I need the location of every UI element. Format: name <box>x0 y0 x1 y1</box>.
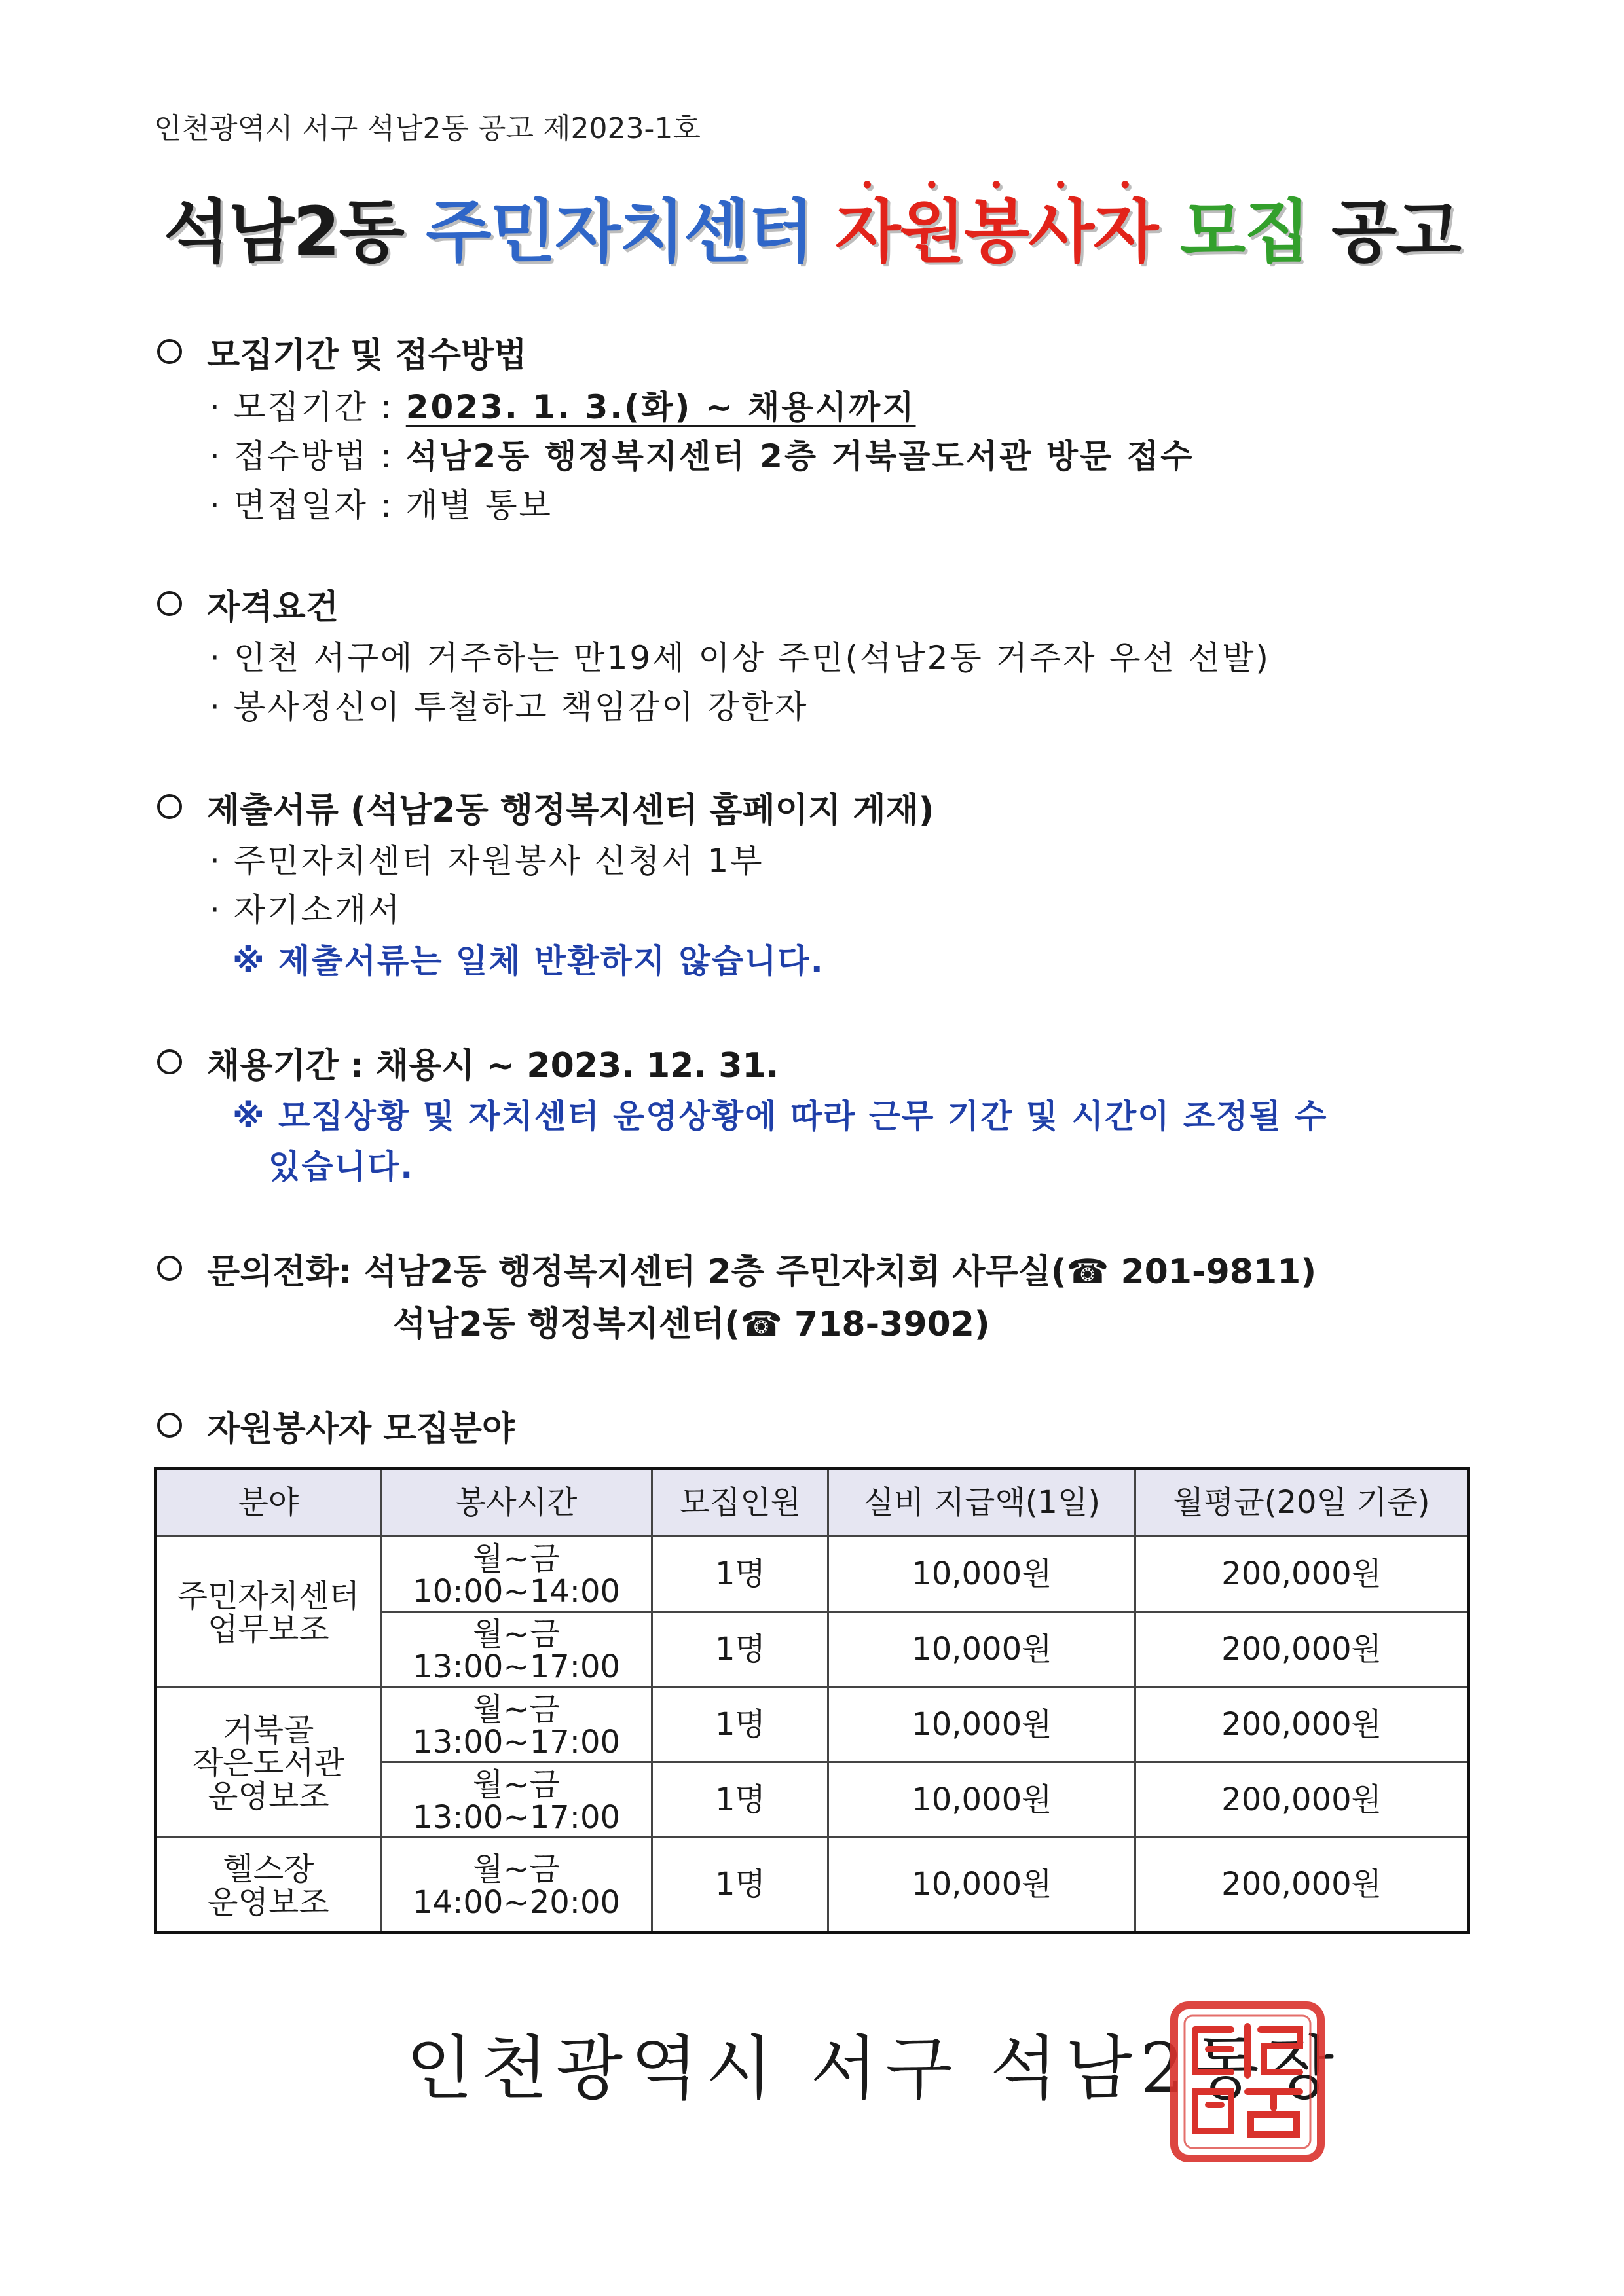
dot-bullet-icon: · <box>210 891 222 929</box>
count-cell: 1명 <box>652 1838 828 1933</box>
section-heading-text: 자격요건 <box>207 588 339 627</box>
qualification-item <box>210 632 1270 679</box>
seal-stamp-icon <box>1169 2000 1326 2164</box>
interview-value: 개별 통보 <box>405 486 553 524</box>
table-header-cell: 모집인원 <box>652 1468 828 1537</box>
contact-center-text: 석남2동 행정복지센터( <box>393 1305 741 1344</box>
title-part5: 공고 <box>1331 192 1460 272</box>
title-part4: 모집 <box>1179 192 1309 272</box>
phone-icon: ☎ <box>1066 1252 1109 1292</box>
field-cell <box>156 1687 381 1838</box>
dot-bullet-icon: · <box>210 688 222 726</box>
monthly-pay-cell: 200,000원 <box>1135 1612 1469 1687</box>
section-heading-text: 채용기간 : 채용시 ~ 2023. 12. 31. <box>207 1046 779 1085</box>
count-cell: 1명 <box>652 1687 828 1762</box>
table-header-cell: 실비 지급액(1일) <box>828 1468 1135 1537</box>
section-heading-text: 모집기간 및 접수방법 <box>207 336 527 375</box>
dot-bullet-icon: · <box>210 437 222 475</box>
section-heading-text: 제출서류 (석남2동 행정복지센터 홈페이지 게재) <box>207 791 934 830</box>
circle-bullet-icon <box>157 794 182 819</box>
circle-bullet-icon <box>157 591 182 616</box>
schedule-cell <box>380 1838 652 1933</box>
daily-pay-cell: 10,000원 <box>828 1537 1135 1612</box>
table-header-cell: 분야 <box>156 1468 381 1537</box>
dot-bullet-icon: · <box>210 639 222 677</box>
qualification-text: 인천 서구에 거주하는 만19세 이상 주민(석남2동 거주자 우선 선발) <box>233 639 1271 677</box>
schedule-cell <box>380 1612 652 1687</box>
phone-icon: ☎ <box>740 1305 783 1344</box>
official-seal <box>1169 2000 1326 2164</box>
title-part1: 석남2동 <box>164 192 403 272</box>
daily-pay-cell: 10,000원 <box>828 1762 1135 1838</box>
contact-phone2: 718-3902) <box>794 1305 990 1344</box>
contact-office-text: 석남2동 행정복지센터 2층 주민자치회 사무실( <box>363 1252 1067 1292</box>
count-cell: 1명 <box>652 1537 828 1612</box>
field-name-line: 운영보조 <box>208 1884 329 1921</box>
field-name-line: 거북골 <box>223 1711 314 1749</box>
schedule-cell <box>380 1537 652 1612</box>
employment-note-line1: ※ 모집상황 및 자치센터 운영상황에 따라 근무 기간 및 시간이 조정될 수 <box>232 1097 1328 1135</box>
contact-phone1: 201-9811) <box>1120 1252 1317 1292</box>
schedule-days: 월~금 <box>473 1540 561 1577</box>
schedule-time: 13:00~17:00 <box>413 1724 621 1760</box>
dot-bullet-icon: · <box>210 486 222 524</box>
application-method-item <box>210 430 1194 477</box>
document-text: 자기소개서 <box>233 891 402 929</box>
dot-bullet-icon: · <box>210 388 222 426</box>
schedule-time: 13:00~17:00 <box>413 1649 621 1685</box>
table-row <box>156 1838 1469 1933</box>
table-row <box>156 1687 1469 1762</box>
field-cell <box>156 1838 381 1933</box>
circle-bullet-icon <box>157 339 182 364</box>
section-heading-documents <box>157 782 934 831</box>
issuer-signature: 인천광역시 서구 석남2동장 <box>406 2028 1342 2109</box>
employment-note-line2: 있습니다. <box>268 1148 415 1186</box>
section-heading-volunteer-fields <box>157 1401 515 1450</box>
notice-number: 인천광역시 서구 석남2동 공고 제2023-1호 <box>154 112 701 145</box>
daily-pay-cell: 10,000원 <box>828 1838 1135 1933</box>
schedule-time: 10:00~14:00 <box>413 1573 621 1610</box>
qualification-item <box>210 681 808 728</box>
emphasis-dots: • • • • • <box>860 173 1132 198</box>
interview-date-item <box>210 479 553 526</box>
field-name-line: 헬스장 <box>223 1851 314 1888</box>
period-label: 모집기간 : <box>233 388 394 426</box>
monthly-pay-cell: 200,000원 <box>1135 1537 1469 1612</box>
contact-label: 문의전화: <box>207 1252 352 1292</box>
dot-bullet-icon: · <box>210 842 222 880</box>
table-row <box>156 1537 1469 1612</box>
field-name-line: 업무보조 <box>208 1611 329 1648</box>
title-part3 <box>835 173 1158 272</box>
field-name-line: 작은도서관 <box>192 1745 344 1782</box>
qualification-text: 봉사정신이 투철하고 책임감이 강한자 <box>233 688 809 726</box>
monthly-pay-cell: 200,000원 <box>1135 1762 1469 1838</box>
section-heading-text: 자원봉사자 모집분야 <box>207 1410 515 1449</box>
page-title <box>0 173 1624 275</box>
interview-label: 면접일자 : <box>233 486 394 524</box>
document-text: 주민자치센터 자원봉사 신청서 1부 <box>233 842 764 880</box>
schedule-days: 월~금 <box>473 1690 561 1728</box>
contact-line2 <box>393 1296 990 1345</box>
circle-bullet-icon <box>157 1049 182 1074</box>
title-part3-text: 자원봉사자 <box>835 192 1158 272</box>
count-cell: 1명 <box>652 1612 828 1687</box>
document-item <box>210 835 764 882</box>
circle-bullet-icon <box>157 1256 182 1281</box>
schedule-time: 14:00~20:00 <box>413 1884 621 1921</box>
recruit-period-item <box>210 381 916 428</box>
schedule-cell <box>380 1687 652 1762</box>
contact-line1 <box>157 1244 1316 1293</box>
schedule-days: 월~금 <box>473 1615 561 1652</box>
section-heading-qualifications <box>157 579 339 629</box>
section-heading-employment-period <box>157 1038 779 1087</box>
section-heading-recruitment <box>157 327 526 376</box>
monthly-pay-cell: 200,000원 <box>1135 1838 1469 1933</box>
table-header-cell: 월평균(20일 기준) <box>1135 1468 1469 1537</box>
monthly-pay-cell: 200,000원 <box>1135 1687 1469 1762</box>
field-name-line: 운영보조 <box>208 1777 329 1815</box>
schedule-days: 월~금 <box>473 1766 561 1803</box>
schedule-cell <box>380 1762 652 1838</box>
title-part2: 주민자치센터 <box>426 192 813 272</box>
circle-bullet-icon <box>157 1413 182 1438</box>
count-cell: 1명 <box>652 1762 828 1838</box>
daily-pay-cell: 10,000원 <box>828 1687 1135 1762</box>
schedule-time: 13:00~17:00 <box>413 1799 621 1836</box>
table-header-row <box>156 1468 1469 1537</box>
field-cell <box>156 1537 381 1687</box>
documents-note: ※ 제출서류는 일체 반환하지 않습니다. <box>232 942 824 980</box>
method-value: 석남2동 행정복지센터 2층 거북골도서관 방문 접수 <box>405 437 1194 475</box>
method-label: 접수방법 : <box>233 437 394 475</box>
field-name-line: 주민자치센터 <box>177 1578 360 1615</box>
recruitment-table <box>154 1467 1470 1934</box>
daily-pay-cell: 10,000원 <box>828 1612 1135 1687</box>
document-item <box>210 884 401 931</box>
table-header-cell: 봉사시간 <box>380 1468 652 1537</box>
schedule-days: 월~금 <box>473 1851 561 1888</box>
period-value: 2023. 1. 3.(화) ~ 채용시까지 <box>405 388 916 426</box>
